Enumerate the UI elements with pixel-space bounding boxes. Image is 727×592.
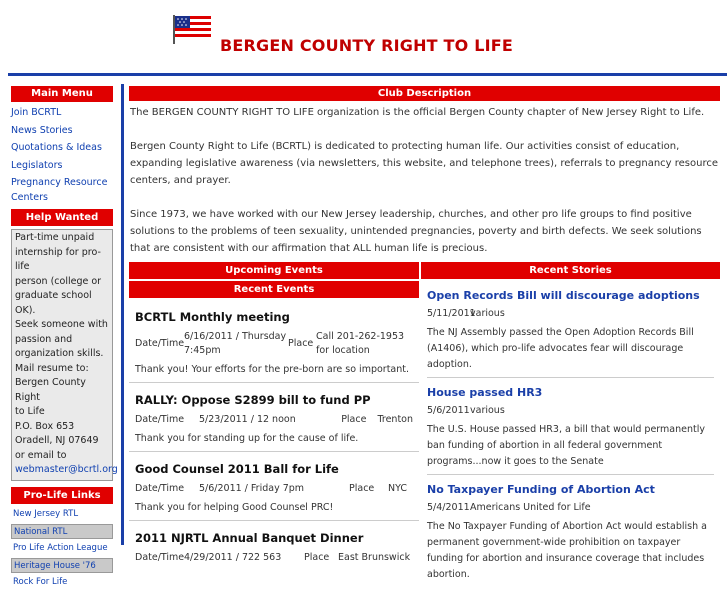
help-wanted-text: Part-time unpaid internship for pro-life person (college or graduate school OK). Seek someone with passion and organization skills. Mail resume to: Bergen County Right to Life P.O. Box 653 Oradell, NJ 07649 or email to webmaster@bcrtl.org (11, 229, 113, 481)
header (0, 0, 727, 74)
story-source: various (470, 308, 505, 319)
club-paragraph: The BERGEN COUNTY RIGHT TO LIFE organization is the official Bergen County chapter of New Jersey Right to Life. (130, 107, 705, 118)
story-body: The No Taxpayer Funding of Abortion Act would establish a permanent government-wide prohibition on taxpayer funding for abortion and insurance coverage that includes abortion. (427, 521, 707, 580)
story-source: Americans United for Life (470, 502, 591, 513)
story-date: 5/4/2011 (427, 502, 470, 513)
event-title[interactable]: Good Counsel 2011 Ball for Life (135, 462, 339, 476)
left-sidebar (11, 86, 118, 592)
club-description-heading: Club Description (129, 86, 720, 101)
prolife-links (11, 507, 113, 590)
prolife-links-heading: Pro-Life Links (11, 487, 113, 504)
event-datetime: 5/6/2011 / Friday 7pm (199, 483, 305, 494)
event-item: 2011 NJRTL Annual Banquet Dinner Date/Time 4/29/2011 / 722 563 Place East Brunswick (129, 521, 419, 565)
event-datetime: 6/16/2011 / Thursday 7:45pm (184, 331, 287, 356)
event-place: East Brunswick (338, 552, 411, 563)
vertical-divider (121, 84, 124, 545)
upcoming-events-heading: Upcoming Events (129, 262, 419, 279)
site-title: BERGEN COUNTY RIGHT TO LIFE (220, 36, 514, 55)
prolife-link-action-league[interactable]: Pro Life Action League (13, 542, 108, 553)
prolife-link-heritage-house[interactable]: Heritage House '76 (11, 558, 113, 573)
menu-link-legislators[interactable]: Legislators (11, 159, 63, 171)
stories-column (421, 262, 720, 587)
club-description-section (129, 86, 720, 274)
menu-link-join[interactable]: Join BCRTL (11, 107, 62, 118)
recent-events-heading: Recent Events (129, 281, 419, 298)
event-note: Thank you for standing up for the cause of life. (135, 433, 359, 444)
event-datetime: 4/29/2011 / 722 563 (184, 552, 282, 563)
events-column (129, 262, 419, 565)
event-note: Thank you! Your efforts for the pre-born are so important. (135, 364, 410, 375)
event-place: NYC (388, 483, 408, 494)
prolife-link-njrtl[interactable]: New Jersey RTL (13, 508, 79, 519)
event-title[interactable]: 2011 NJRTL Annual Banquet Dinner (135, 531, 364, 545)
event-title[interactable]: BCRTL Monthly meeting (135, 310, 290, 324)
story-title-link[interactable]: House passed HR3 (427, 386, 543, 399)
club-description-text (129, 101, 720, 257)
story-body: The U.S. House passed HR3, a bill that would permanently ban funding of abortion in all federal government programs...now it goes to the Senate (427, 418, 714, 475)
event-item: Good Counsel 2011 Ball for Life Date/Time 5/6/2011 / Friday 7pm Place NYC Thank you for helping Good Counsel PRC! (129, 452, 419, 521)
help-email-link[interactable]: webmaster@bcrtl.org (15, 464, 118, 475)
club-paragraph: Bergen County Right to Life (BCRTL) is dedicated to protecting human life. Our activities consist of education, expanding legislative awareness (via newsletters, this website, and telephone trees), referrals to pregnancy resource centers, and prayer. (130, 141, 719, 186)
club-paragraph: Since 1973, we have worked with our New Jersey leadership, churches, and other pro life groups to find positive solutions to the problems of teen sexuality, unintended pregnancies, poverty and birth defects. We seek solutions that are consistent with our affirmation that ALL human life is precious. (130, 209, 702, 254)
american-flag-icon (172, 14, 212, 44)
help-wanted-heading: Help Wanted (11, 209, 113, 226)
story-title-link[interactable]: No Taxpayer Funding of Abortion Act (427, 483, 655, 496)
story-item (421, 281, 720, 378)
event-title[interactable]: RALLY: Oppose S2899 bill to fund PP (135, 393, 371, 407)
event-note: Thank you for helping Good Counsel PRC! (135, 502, 334, 513)
event-place: Call 201-262-1953 for location (316, 331, 405, 356)
story-title-link[interactable]: Open Records Bill will discourage adoptions (427, 289, 700, 302)
story-date: 5/6/2011 (427, 405, 470, 416)
event-item: BCRTL Monthly meeting Date/Time 6/16/2011 / Thursday 7:45pm Place Call 201-262-1953 for location Thank you! Your efforts for the pre-born are so important. (129, 300, 419, 383)
event-item: RALLY: Oppose S2899 bill to fund PP Date/Time 5/23/2011 / 12 noon Place Trenton Thank you for standing up for the cause of life. (129, 383, 419, 452)
main-menu-heading: Main Menu (11, 86, 113, 102)
event-datetime: 5/23/2011 / 12 noon (199, 414, 296, 425)
header-divider (8, 73, 727, 76)
event-place: Trenton (377, 414, 413, 425)
menu-link-news[interactable]: News Stories (11, 124, 73, 136)
main-menu (11, 102, 113, 205)
story-item (421, 475, 720, 587)
menu-link-quotations[interactable]: Quotations & Ideas (11, 142, 102, 153)
story-body: The NJ Assembly passed the Open Adoption Records Bill (A1406), which pro-life advocates fear will discourage adoption. (427, 321, 714, 378)
recent-stories-heading: Recent Stories (421, 262, 720, 279)
prolife-link-rock-for-life[interactable]: Rock For Life (13, 576, 68, 587)
story-source: various (470, 405, 505, 416)
story-date: 5/11/2011 (427, 308, 476, 319)
story-item (421, 378, 720, 475)
menu-link-pregnancy-centers[interactable]: Pregnancy Resource Centers (11, 177, 108, 203)
prolife-link-nrtl[interactable]: National RTL (11, 524, 113, 539)
